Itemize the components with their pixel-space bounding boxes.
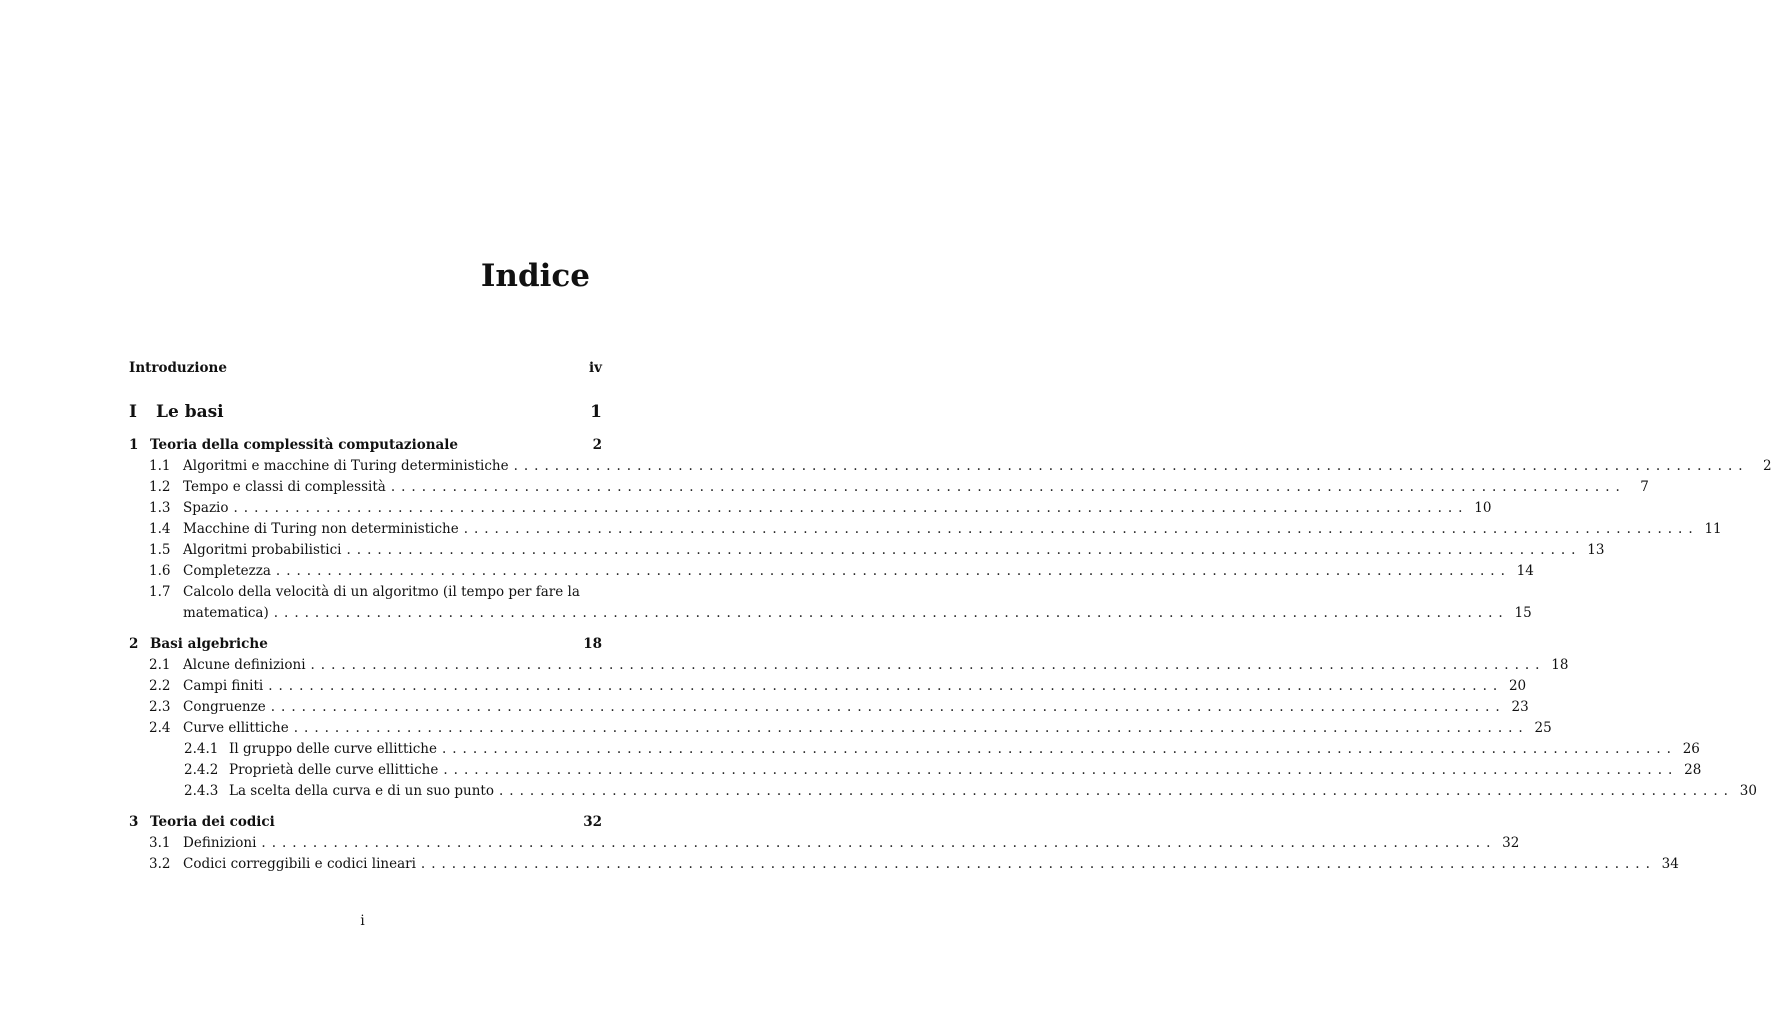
part-number: I bbox=[129, 402, 137, 422]
chapter-title: Teoria della complessità computazionale bbox=[150, 437, 459, 453]
section-number: 3.1 bbox=[149, 835, 171, 851]
leader-dots: ........................................................................................................................ bbox=[346, 542, 1582, 558]
leader-dots: ........................................................................................................................ bbox=[275, 563, 1511, 579]
chapter-number: 3 bbox=[129, 814, 139, 830]
section-title: Macchine di Turing non deterministiche bbox=[183, 521, 459, 537]
section-number: 2.4 bbox=[149, 720, 171, 736]
leader-dots: ........................................................................................................................ bbox=[498, 783, 1734, 799]
section-page: 10 bbox=[1474, 500, 1492, 516]
part-title: Le basi bbox=[156, 402, 224, 422]
section-page: 20 bbox=[1508, 678, 1527, 694]
section-page: 14 bbox=[1516, 563, 1534, 579]
leader-dots: ........................................................................................................................ bbox=[293, 720, 1529, 736]
toc-entry-section[interactable] bbox=[129, 582, 1532, 624]
subsection-page: 26 bbox=[1682, 741, 1700, 757]
toc-entry-chapter[interactable] bbox=[129, 435, 602, 456]
subsection-number: 2.4.2 bbox=[184, 762, 219, 778]
section-title: Codici correggibili e codici lineari bbox=[183, 856, 416, 872]
chapter-title: Teoria dei codici bbox=[150, 814, 275, 830]
entry-title: Introduzione bbox=[129, 360, 227, 376]
section-number: 1.2 bbox=[149, 479, 171, 495]
section-number: 2.1 bbox=[149, 657, 171, 673]
section-title: Completezza bbox=[183, 563, 271, 579]
toc-entry-section[interactable] bbox=[129, 718, 1552, 739]
table-of-contents bbox=[129, 356, 1772, 875]
section-number: 1.6 bbox=[149, 563, 171, 579]
page-number: i bbox=[360, 913, 365, 929]
toc-entry-section[interactable] bbox=[129, 477, 1649, 498]
subsection-title: Proprietà delle curve ellittiche bbox=[229, 762, 439, 778]
section-title: Algoritmi probabilistici bbox=[183, 542, 342, 558]
leader-dots: ........................................................................................................................ bbox=[268, 678, 1504, 694]
section-number: 3.2 bbox=[149, 856, 171, 872]
leader-dots: ........................................................................................................................ bbox=[441, 741, 1677, 757]
chapter-title: Basi algebriche bbox=[150, 636, 268, 652]
toc-entry-subsection[interactable] bbox=[129, 739, 1700, 760]
section-number: 1.7 bbox=[149, 584, 171, 600]
toc-entry-section[interactable] bbox=[129, 456, 1772, 477]
section-title: Curve ellittiche bbox=[183, 720, 289, 736]
section-page: 23 bbox=[1511, 699, 1529, 715]
section-title-continued: matematica) bbox=[183, 605, 269, 621]
section-title: Algoritmi e macchine di Turing deterministiche bbox=[183, 458, 509, 474]
leader-dots: ........................................................................................................................ bbox=[270, 699, 1506, 715]
section-title: Alcune definizioni bbox=[183, 657, 306, 673]
section-number: 1.5 bbox=[149, 542, 171, 558]
section-title: Spazio bbox=[183, 500, 229, 516]
section-page: 15 bbox=[1514, 605, 1532, 621]
section-number: 1.1 bbox=[149, 458, 171, 474]
toc-entry-chapter[interactable] bbox=[129, 812, 602, 833]
leader-dots: ........................................................................................................................ bbox=[513, 458, 1749, 474]
toc-entry-part[interactable] bbox=[129, 399, 602, 425]
toc-entry-section[interactable] bbox=[129, 833, 1520, 854]
section-page: 2 bbox=[1762, 458, 1772, 474]
section-page: 34 bbox=[1661, 856, 1679, 872]
toc-entry-subsection[interactable] bbox=[129, 760, 1702, 781]
section-page: 32 bbox=[1502, 835, 1520, 851]
subsection-title: Il gruppo delle curve ellittiche bbox=[229, 741, 437, 757]
toc-heading: Indice bbox=[480, 258, 590, 294]
section-number: 1.3 bbox=[149, 500, 171, 516]
toc-entry-section[interactable] bbox=[129, 498, 1492, 519]
toc-entry-section[interactable] bbox=[129, 540, 1605, 561]
section-title: Congruenze bbox=[183, 699, 266, 715]
section-title: Tempo e classi di complessità bbox=[183, 479, 386, 495]
chapter-page: 18 bbox=[583, 636, 602, 652]
toc-entry-introduction[interactable] bbox=[129, 358, 602, 379]
leader-dots: ........................................................................................................................ bbox=[261, 835, 1497, 851]
toc-entry-section[interactable] bbox=[129, 854, 1679, 875]
leader-dots: ........................................................................................................................ bbox=[233, 500, 1469, 516]
section-title: Calcolo della velocità di un algoritmo (il tempo per fare la bbox=[183, 584, 580, 600]
subsection-number: 2.4.1 bbox=[184, 741, 219, 757]
entry-page: iv bbox=[589, 360, 602, 376]
chapter-number: 2 bbox=[129, 636, 139, 652]
leader-dots: ........................................................................................................................ bbox=[390, 479, 1626, 495]
section-page: 25 bbox=[1534, 720, 1552, 736]
toc-entry-section[interactable] bbox=[129, 561, 1534, 582]
section-title: Definizioni bbox=[183, 835, 257, 851]
part-page: 1 bbox=[590, 402, 602, 422]
leader-dots: ........................................................................................................................ bbox=[310, 657, 1546, 673]
section-number: 2.2 bbox=[149, 678, 171, 694]
toc-entry-subsection[interactable] bbox=[129, 781, 1757, 802]
section-page: 7 bbox=[1640, 479, 1649, 495]
section-number: 1.4 bbox=[149, 521, 171, 537]
subsection-title: La scelta della curva e di un suo punto bbox=[229, 783, 494, 799]
leader-dots: ........................................................................................................................ bbox=[463, 521, 1699, 537]
toc-entry-section[interactable] bbox=[129, 519, 1722, 540]
toc-entry-section[interactable] bbox=[129, 676, 1527, 697]
section-number: 2.3 bbox=[149, 699, 171, 715]
section-page: 18 bbox=[1551, 657, 1569, 673]
chapter-number: 1 bbox=[129, 437, 139, 453]
section-page: 11 bbox=[1704, 521, 1722, 537]
subsection-page: 28 bbox=[1684, 762, 1702, 778]
chapter-page: 2 bbox=[592, 437, 602, 453]
leader-dots: ........................................................................................................................ bbox=[273, 605, 1509, 621]
section-title: Campi finiti bbox=[183, 678, 264, 694]
toc-entry-chapter[interactable] bbox=[129, 634, 602, 655]
leader-dots: ........................................................................................................................ bbox=[443, 762, 1679, 778]
section-page: 13 bbox=[1587, 542, 1605, 558]
subsection-page: 30 bbox=[1739, 783, 1757, 799]
chapter-page: 32 bbox=[583, 814, 602, 830]
leader-dots: ........................................................................................................................ bbox=[420, 856, 1656, 872]
toc-entry-section[interactable] bbox=[129, 697, 1529, 718]
subsection-number: 2.4.3 bbox=[184, 783, 219, 799]
toc-entry-section[interactable] bbox=[129, 655, 1569, 676]
